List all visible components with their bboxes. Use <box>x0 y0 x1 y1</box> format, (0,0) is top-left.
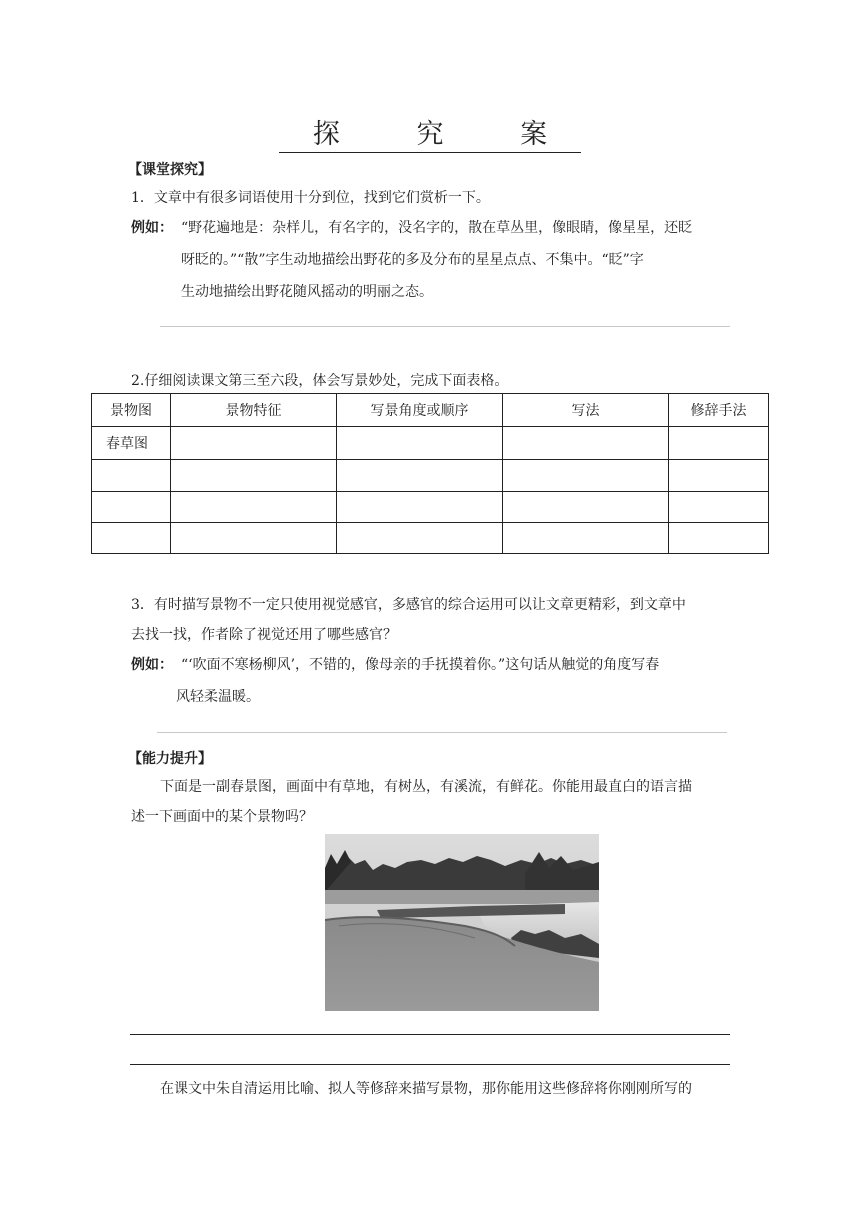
table-cell: 春草图 <box>92 427 171 460</box>
paragraph-1-line-1: 下面是一副春景图，画面中有草地，有树丛，有溪流，有鲜花。你能用最直白的语言描 <box>160 779 692 795</box>
page-title <box>0 112 860 151</box>
table-row <box>92 460 769 492</box>
table-cell[interactable] <box>337 523 503 554</box>
table-cell[interactable] <box>337 460 503 492</box>
table-header-cell: 写法 <box>503 394 669 427</box>
table-row <box>92 492 769 523</box>
table-cell[interactable] <box>669 523 769 554</box>
section-heading-ability: 【能力提升】 <box>128 751 212 767</box>
example-1-line-3: 生动地描绘出野花随风摇动的明丽之态。 <box>181 284 433 300</box>
table-row <box>92 427 769 460</box>
example-1-line-1: “野花遍地是：杂样儿，有名字的，没名字的，散在草丛里，像眼睛，像星星，还眨 <box>181 220 693 236</box>
table-cell[interactable] <box>171 427 337 460</box>
landscape-photo-icon <box>325 834 599 1011</box>
paragraph-2-line-1: 在课文中朱自清运用比喻、拟人等修辞来描写景物，那你能用这些修辞将你刚刚所写的 <box>160 1081 692 1097</box>
answer-line-1 <box>160 326 730 327</box>
table-cell[interactable] <box>337 492 503 523</box>
example-label-3: 例如： <box>131 657 173 673</box>
table-header-cell: 写景角度或顺序 <box>337 394 503 427</box>
table-cell[interactable] <box>503 427 669 460</box>
table-cell[interactable] <box>171 460 337 492</box>
question-3-line-2: 去找一找，作者除了视觉还用了哪些感官？ <box>131 627 397 643</box>
table-cell[interactable] <box>171 523 337 554</box>
table-header-row <box>92 394 769 427</box>
example-1-line-2: 呀眨的。”“散”字生动地描绘出野花的多及分布的星星点点、不集中。“眨”字 <box>181 252 644 268</box>
table-header-cell: 景物特征 <box>171 394 337 427</box>
paragraph-1-line-2: 述一下画面中的某个景物吗？ <box>131 809 313 825</box>
example-3-line-1: “‘吹面不寒杨柳风’，不错的，像母亲的手抚摸着你。”这句话从触觉的角度写春 <box>181 657 660 673</box>
answer-line-5 <box>130 1064 730 1065</box>
table-cell[interactable] <box>503 523 669 554</box>
question-2: 2.仔细阅读课文第三至六段，体会写景妙处，完成下面表格。 <box>131 373 509 389</box>
question-3-line-1: 3．有时描写景物不一定只使用视觉感官，多感官的综合运用可以让文章更精彩，到文章中 <box>131 597 686 613</box>
table-header-cell: 修辞手法 <box>669 394 769 427</box>
table-cell[interactable] <box>92 523 171 554</box>
table-cell[interactable] <box>669 460 769 492</box>
answer-line-3 <box>157 732 727 733</box>
table-cell[interactable] <box>503 460 669 492</box>
scenery-table <box>91 393 769 554</box>
table-cell[interactable] <box>669 427 769 460</box>
answer-line-4 <box>130 1034 730 1035</box>
table-cell[interactable] <box>171 492 337 523</box>
table-header-cell: 景物图 <box>92 394 171 427</box>
table-cell[interactable] <box>337 427 503 460</box>
question-1: 1．文章中有很多词语使用十分到位，找到它们赏析一下。 <box>131 190 490 206</box>
table-cell[interactable] <box>503 492 669 523</box>
table-cell[interactable] <box>92 460 171 492</box>
table-row <box>92 523 769 554</box>
table-cell[interactable] <box>669 492 769 523</box>
example-label-1: 例如： <box>131 220 173 236</box>
example-3-line-2: 风轻柔温暖。 <box>176 689 260 705</box>
table-cell[interactable] <box>92 492 171 523</box>
page-title-text: 探 究 案 <box>279 119 581 153</box>
section-heading-classroom: 【课堂探究】 <box>128 162 212 178</box>
landscape-photo <box>325 834 599 1011</box>
